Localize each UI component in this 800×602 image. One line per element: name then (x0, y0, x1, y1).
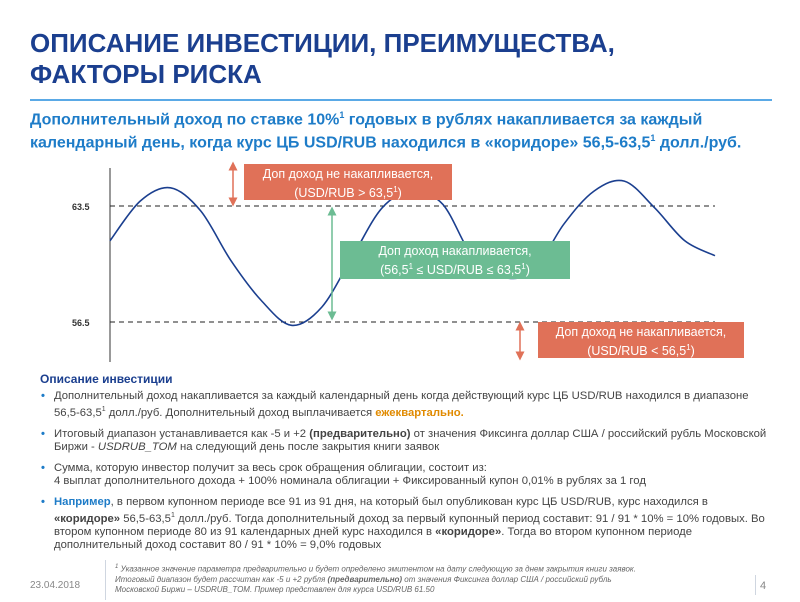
footer-date: 23.04.2018 (30, 580, 81, 591)
lower-bound-label: 56.5 (72, 318, 90, 328)
footer-rule (755, 575, 756, 595)
title-line-2: ФАКТОРЫ РИСКА (30, 59, 262, 89)
page-number: 4 (760, 580, 767, 592)
footer-divider (105, 560, 106, 600)
list-item: • Сумма, которую инвестор получит за весь срок обращения облигации, состоит из: 4 выплат дополнительного дохода + 100% номинала облигации + Фиксированный купон 0,01% в рублях за 1 год (40, 462, 770, 488)
section-heading: Описание инвестиции (40, 372, 173, 386)
callout-below-corridor: Доп доход не накапливается, $(USD/RUB < 56,5^1)$ (538, 322, 744, 358)
subtitle: Дополнительный доход по ставке 10%$^1$ годовых в рублях накапливается за каждый календарный день, когда курс ЦБ USD/RUB находился в «коридоре» 56,5-63,5$^1$ долл./руб. (30, 110, 742, 152)
title-line-1: ОПИСАНИЕ ИНВЕСТИЦИИ, ПРЕИМУЩЕСТВА, (30, 28, 615, 58)
footnotes: $^1$ Указанное значение параметра предварительно и будет определено эмитентом на дату следующую за днем закрытия книги заявок. Итоговый диапазон будет рассчитан как -5 и +2 рубля (предварительно) от значения Фиксинга доллар США / российский рубль Московской Биржи – USDRUB_TOM. Пример представлен для курса USD/RUB 61.50 (115, 564, 636, 594)
list-item: • Итоговый диапазон устанавливается как -5 и +2 (предварительно) от значения Фиксинга доллар США / российский рубль Московской Биржи - USDRUB_TOM на следующий день после закрытия книги заявок (40, 428, 770, 454)
callout-above-corridor: Доп доход не накапливается, $(USD/RUB > 63,5^1)$ (244, 164, 452, 200)
callout-in-corridor: Доп доход накапливается, $(56,5^1 \le USD/RUB \le 63,5^1)$ (340, 241, 570, 279)
list-item: • Дополнительный доход накапливается за каждый календарный день когда действующий курс ЦБ USD/RUB находился в диапазоне 56,5-63,5$^1$ долл./руб. Дополнительный доход выплачивается ежеквартально. (40, 390, 770, 420)
list-item: • Например, в первом купонном периоде все 91 из 91 дня, на который был опубликован курс ЦБ USD/RUB, курс находился в «коридоре» 56,5-63,5$^1$ долл./руб. Тогда дополнительный доход за первый купонный период составит: 91 / 91 * 10% = 10% годовых. Во втором купонном периоде 80 из 91 календарных дней курс находился в «коридоре». Тогда во втором купонном периоде дополнительный доход составит 80 / 91 * 10% = 9,0% годовых (40, 496, 770, 552)
description-list (40, 390, 770, 560)
upper-bound-label: 63.5 (72, 202, 90, 212)
